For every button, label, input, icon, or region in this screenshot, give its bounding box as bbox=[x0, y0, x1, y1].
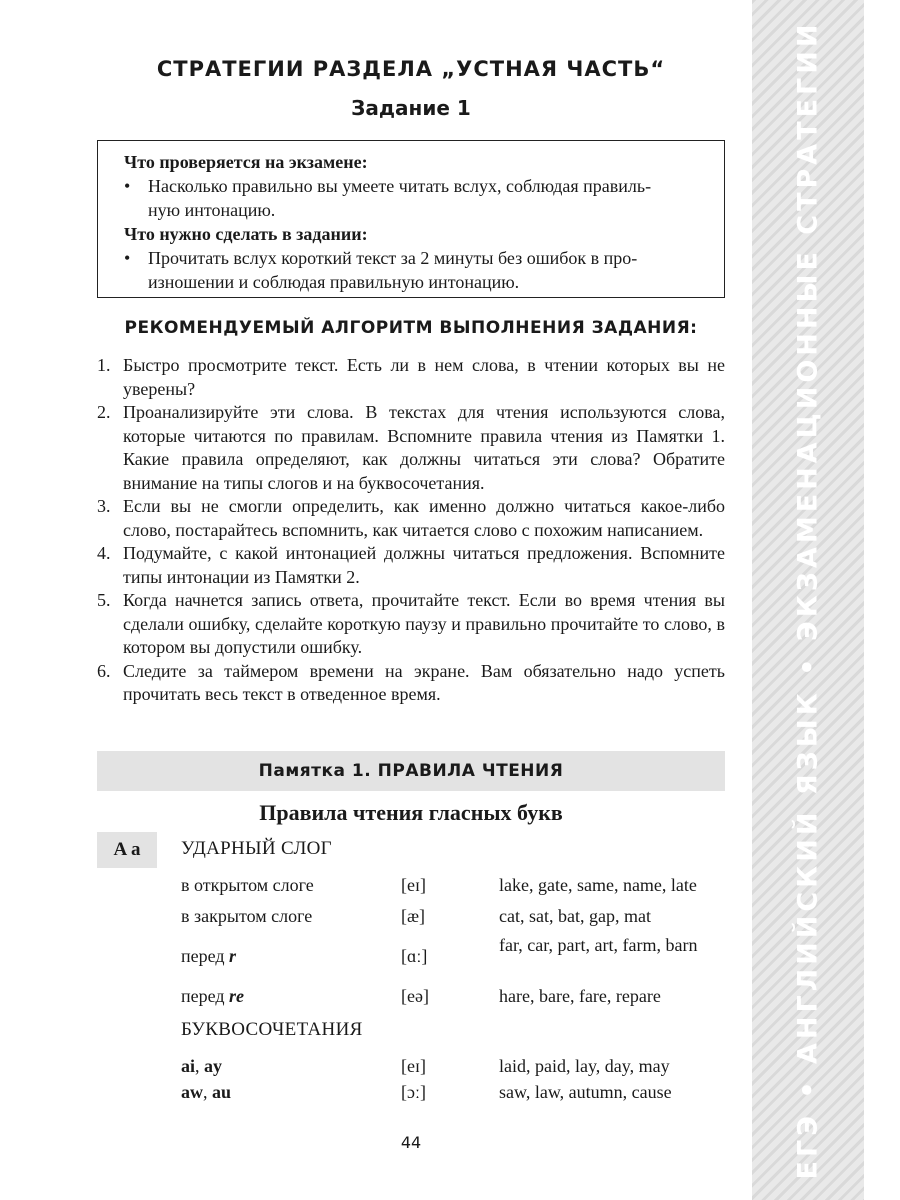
rule-condition: aw, au bbox=[181, 1082, 232, 1102]
list-item bbox=[97, 660, 725, 707]
rule-examples: far, car, part, art, farm, barn bbox=[499, 935, 698, 955]
step-number: 5. bbox=[97, 590, 111, 610]
info-box-heading: Что проверяется на экзамене: bbox=[124, 152, 368, 172]
rule-condition: перед re bbox=[181, 986, 245, 1006]
bullet-icon: • bbox=[124, 248, 131, 268]
step-number: 2. bbox=[97, 402, 111, 422]
info-box-heading: Что нужно сделать в задании: bbox=[124, 224, 368, 244]
step-number: 4. bbox=[97, 543, 111, 563]
rule-sound: [eə] bbox=[401, 986, 429, 1006]
step-text: Если вы не смогли определить, как именно должно читаться какое-либо слово, постарайтесь вспомнить, как читается слово с похожим написанием. bbox=[123, 496, 725, 540]
page-title: СТРАТЕГИИ РАЗДЕЛА „УСТНАЯ ЧАСТЬ“ bbox=[156, 57, 666, 81]
rule-examples: cat, sat, bat, gap, mat bbox=[499, 906, 651, 926]
rule-condition: ai, ay bbox=[181, 1056, 223, 1076]
step-number: 6. bbox=[97, 660, 111, 681]
rule-condition: в закрытом слоге bbox=[181, 906, 313, 926]
list-item bbox=[97, 401, 725, 495]
rule-condition: перед r bbox=[181, 946, 237, 966]
list-item bbox=[97, 495, 725, 542]
step-text: Проанализируйте эти слова. В текстах для чтения используются слова, которые читаются по правилам. Вспомните правила чтения из Памятки 1. Какие правила определяют, как должны читаться эти слова? Обратите внимание на типы слогов и на буквосочетания. bbox=[123, 402, 725, 493]
list-item bbox=[97, 589, 725, 660]
step-text: Быстро просмотрите текст. Есть ли в нем слова, в чтении которых вы не уверены? bbox=[123, 355, 725, 399]
letter-combinations-heading: БУКВОСОЧЕТАНИЯ bbox=[181, 1019, 363, 1040]
rule-sound: [eɪ] bbox=[401, 875, 426, 895]
list-item bbox=[97, 354, 725, 401]
rule-examples: hare, bare, fare, repare bbox=[499, 986, 661, 1006]
rule-examples: laid, paid, lay, day, may bbox=[499, 1056, 670, 1076]
rule-sound: [ɑː] bbox=[401, 946, 428, 966]
step-text: Следите за таймером времени на экране. Вам обязательно надо успеть прочитать весь текст в отведенное время. bbox=[123, 660, 725, 704]
side-banner-text: ЕГЭ • АНГЛИЙСКИЙ ЯЗЫК • ЭКЗАМЕНАЦИОННЫЕ СТРАТЕГИИ bbox=[792, 20, 824, 1180]
memo-heading: Памятка 1. ПРАВИЛА ЧТЕНИЯ bbox=[97, 751, 725, 791]
step-number: 1. bbox=[97, 355, 111, 375]
step-text: Подумайте, с какой интонацией должны читаться предложения. Вспомните типы интонации из Памятки 2. bbox=[123, 543, 725, 587]
step-number: 3. bbox=[97, 496, 111, 516]
bullet-icon: • bbox=[124, 176, 131, 196]
page-number: 44 bbox=[400, 1133, 422, 1152]
step-text: Когда начнется запись ответа, прочитайте текст. Если во время чтения вы сделали ошибку, сделайте короткую паузу и правильно прочитайте то слово, в котором вы допустили ошибку. bbox=[123, 590, 725, 657]
side-banner bbox=[752, 0, 864, 1200]
rule-sound: [æ] bbox=[401, 906, 425, 926]
stressed-syllable-heading: УДАРНЫЙ СЛОГ bbox=[181, 838, 332, 859]
list-item bbox=[97, 542, 725, 589]
info-box bbox=[97, 140, 725, 298]
bullet-line: Прочитать вслух короткий текст за 2 минуты без ошибок в про- bbox=[148, 248, 638, 268]
rule-examples: saw, law, autumn, cause bbox=[499, 1082, 672, 1102]
rule-sound: [ɔː] bbox=[401, 1082, 426, 1102]
task-subtitle: Задание 1 bbox=[351, 96, 471, 120]
rule-examples: lake, gate, same, name, late bbox=[499, 875, 697, 895]
bullet-line: ную интонацию. bbox=[148, 200, 276, 220]
algorithm-steps bbox=[97, 354, 725, 707]
bullet-line: Насколько правильно вы умеете читать вслух, соблюдая правиль- bbox=[148, 176, 652, 196]
bullet-line: изношении и соблюдая правильную интонацию. bbox=[148, 272, 520, 292]
algorithm-heading: РЕКОМЕНДУЕМЫЙ АЛГОРИТМ ВЫПОЛНЕНИЯ ЗАДАНИЯ: bbox=[124, 318, 698, 338]
letter-badge: A a bbox=[97, 832, 157, 868]
rules-title: Правила чтения гласных букв bbox=[259, 800, 563, 825]
info-box-bullet bbox=[124, 246, 702, 294]
rule-condition: в открытом слоге bbox=[181, 875, 314, 895]
rule-sound: [eɪ] bbox=[401, 1056, 426, 1076]
info-box-bullet bbox=[124, 174, 702, 222]
